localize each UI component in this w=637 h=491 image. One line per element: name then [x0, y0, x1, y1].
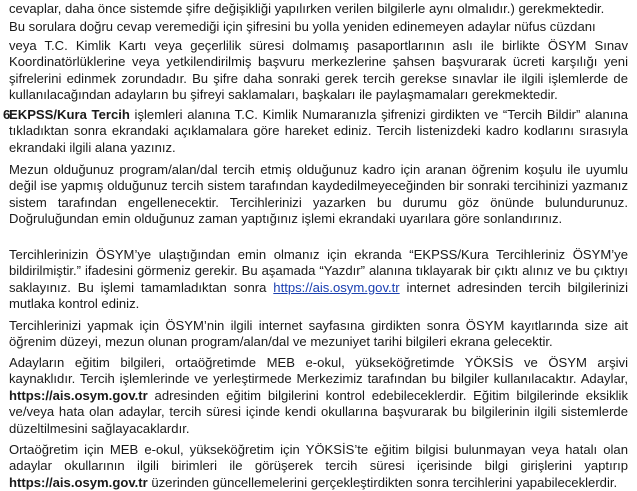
- paragraph-ogrenim-kosulu: [9, 162, 628, 228]
- paragraph-password-line1: [9, 1, 628, 17]
- list-marker: 6: [3, 107, 11, 122]
- text-block: üzerinden güncellemelerini gerçekleştirdikten sonra tercihlerini yapabileceklerdir.: [147, 474, 618, 490]
- text-block: Mezun olduğunuz program/alan/dal tercih etmiş olduğunuz kadro için aranan öğrenim koşulu ile uyumlu değil ise yapmış olduğunuz tercih sistem tarafından kaydedilmeyeceğinden bir sonraki tercihinizi yazmanız sistem tarafından engellenecektir. Tercihlerinizi yazarken bu durumu göz önünde bulundurunuz. Doğruluğundan emin olduğunuz zaman yaptığınız işlemi ekrandaki uyarılara göre sonlandırınız.: [9, 162, 628, 227]
- paragraph-ekpss-tercih: [3, 107, 628, 156]
- text-block: Ortaöğretim için MEB e-okul, yükseköğretim için YÖKSİS’te eğitim bilgisi bulunmayan veya hatalı olan adaylar okullarının ilgili birimleri ile görüşerek tercih süresi içerisinde bilgi girişlerini yaptırıp: [9, 442, 628, 474]
- paragraph-egitim-bilgileri: [9, 355, 628, 437]
- text-block: internet adresinden tercih bilgilerinizi mutlaka kontrol ediniz.: [9, 279, 629, 312]
- paragraph-kayit-bilgileri: [9, 318, 628, 351]
- text-line: cevaplar, daha önce sistemde şifre değişikliği yapılırken verilen bilgilerle aynı olmalıdır.) gerekmektedir.: [9, 1, 605, 16]
- paragraph-tercih-onay: [9, 247, 628, 313]
- text-block: veya T.C. Kimlik Kartı veya geçerlilik süresi dolmamış pasaportlarının aslı ile birlikte ÖSYM Sınav Koordinatörlüklerine veya yetkilendirilmiş başvuru merkezlerine şahsen başvurarak ücreti karşılığı yeni şifrelerini edinmek zorundadır. Bu şifre daha sonraki gerek tercih gerekse sınavlar ile ilgili işlemlerde de kullanılacağından adayların bu şifreyi saklamaları, başkaları ile paylaşmamaları gerekmektedir.: [9, 38, 628, 103]
- paragraph-password-rest: [9, 38, 628, 104]
- ais-url-bold[interactable]: https://ais.osym.gov.tr: [9, 474, 148, 490]
- text-block: Tercihlerinizi yapmak için ÖSYM’nin ilgili internet sayfasına girdikten sonra ÖSYM kayıtlarında size ait öğrenim düzeyi, mezun olunan program/alan/dal ve mezuniyet tarihi bilgileri ekrana gelecektir.: [9, 318, 628, 350]
- paragraph-password-line2: [9, 19, 628, 35]
- text-line: Bu sorulara doğru cevap veremediği için şifresini bu yolla yeniden edinemeyen adaylar nüfus cüzdanı: [9, 19, 596, 34]
- ais-link[interactable]: https://ais.osym.gov.tr: [273, 279, 400, 295]
- text-block: Tercihlerinizin ÖSYM’ye ulaştığından emin olmanız için ekranda “EKPSS/Kura Tercihleriniz ÖSYM’ye bildirilmiştir.” ifadesini görmeniz gerekir. Bu aşamada “Yazdır” alanına tıklayarak bir çıktı alınız ve bu çıktıyı saklayınız. Bu işlemi tamamladıktan sonra: [9, 247, 628, 295]
- text-block: adresinden eğitim bilgilerini kontrol edebileceklerdir. Eğitim bilgilerinde eksiklik ve/veya hata olan adaylar, tercih süresi içinde kendi okullarına başvurarak bu bilgilerinin ilgili sistemlerde düzeltilmesini sağlayacaklardır.: [9, 387, 628, 436]
- text-block: Adayların eğitim bilgileri, ortaöğretimde MEB e-okul, yükseköğretimde YÖKSİS ve ÖSYM arşivi kaynaklıdır. Tercih işlemlerinde ve yerleştirmede Merkezimiz tarafından bu bilgiler kullanılacaktır. Adaylar,: [9, 355, 628, 387]
- text-block: işlemleri alanına T.C. Kimlik Numaranızla şifrenizi girdikten ve “Tercih Bildir” alanına tıkladıktan sonra ekrandaki açıklamalara göre hareket ediniz. Tercih listenizdeki kadro kodlarını sırasıyla ekrandaki ilgili alana yazınız.: [9, 107, 628, 155]
- ais-url-bold[interactable]: https://ais.osym.gov.tr: [9, 387, 148, 403]
- section-heading: EKPSS/Kura Tercih: [9, 107, 130, 122]
- paragraph-guncelleme: [9, 442, 628, 491]
